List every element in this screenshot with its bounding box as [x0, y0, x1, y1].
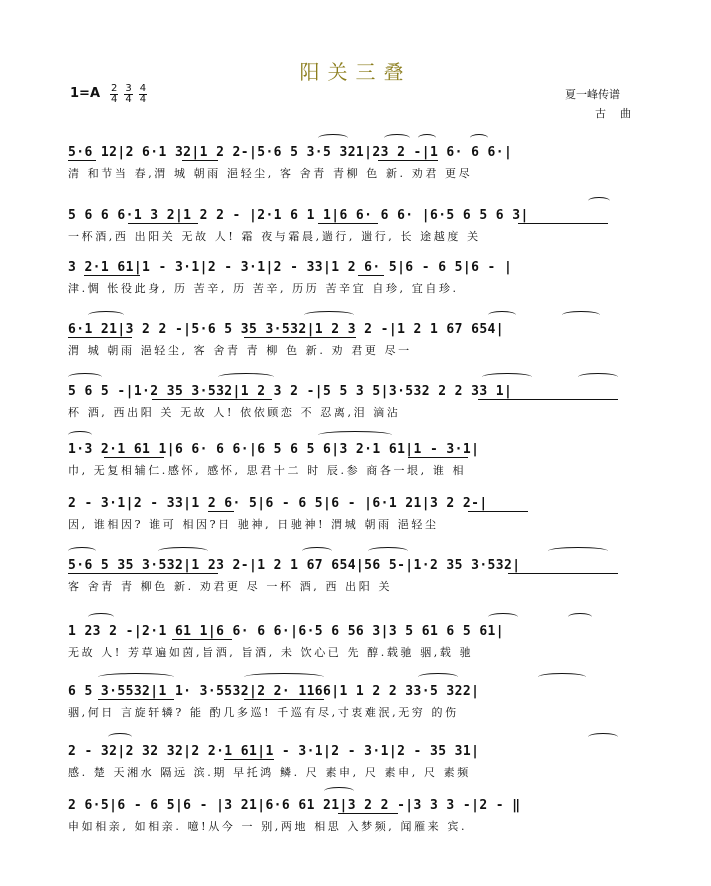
meter-denominator: 4: [125, 94, 132, 105]
score-system-11: [68, 742, 634, 792]
meter-numerator: 4: [139, 83, 147, 94]
beam-line: [518, 223, 608, 224]
meter-denominator: 4: [111, 94, 118, 105]
beam-line: [152, 399, 272, 400]
beam-line: [244, 337, 356, 338]
slur-mark: [68, 373, 102, 381]
slur-mark: [488, 613, 518, 621]
score-system-8: [68, 556, 634, 606]
slur-mark: [368, 547, 408, 555]
beam-line: [182, 160, 218, 161]
notation-line: 3 2·1 61|1 - 3·1|2 - 3·1|2 - 33|1 2 6· 5|6 - 6 5|6 - |: [68, 260, 513, 275]
meter-numerator: 2: [111, 83, 118, 94]
beam-line: [244, 699, 324, 700]
slur-mark: [384, 134, 410, 142]
beam-line: [508, 573, 618, 574]
slur-mark: [578, 373, 618, 381]
notation-line: 5·6 5 35 3·532|1 23 2-|1 2 1 67 654|56 5-|1·2 35 3·532|: [68, 558, 521, 573]
notation-line: 5 6 6 6·1 3 2|1 2 2 - |2·1 6 1 1|6 6· 6 6· |6·5 6 5 6 3|: [68, 208, 529, 223]
slur-mark: [304, 311, 354, 319]
notation-line: 6·1 21|3 2 2 -|5·6 5 35 3·532|1 2 3 2 -|1 2 1 67 654|: [68, 322, 505, 337]
lyric-line: 巾, 无复相辅仁.感怀, 感怀, 思君十二 时 辰.参 商各一垠, 谁 相: [68, 464, 467, 477]
lyric-line: 无故 人! 芳草遍如茵,旨酒, 旨酒, 未 饮心已 先 醇.载驰 骃,载 驰: [68, 646, 474, 659]
slur-mark: [302, 547, 332, 555]
slur-mark: [318, 431, 392, 439]
slur-mark: [98, 673, 174, 681]
slur-mark: [88, 311, 124, 319]
lyric-line: 申如相亲, 如相亲. 噫!从今 一 别,两地 相思 入梦频, 闻雁来 宾.: [68, 820, 468, 833]
beam-line: [172, 639, 232, 640]
notation-line: 1·3 2·1 61 1|6 6· 6 6·|6 5 6 5 6|3 2·1 61|1 - 3·1|: [68, 442, 480, 457]
beam-line: [318, 223, 378, 224]
beam-line: [68, 573, 218, 574]
slur-mark: [588, 197, 610, 205]
slur-mark: [588, 733, 618, 741]
score-system-6: [68, 440, 634, 490]
lyric-line: 因, 谁相因? 谁可 相因?日 驰神, 日驰神! 渭城 朝雨 浥轻尘: [68, 518, 439, 531]
notation-line: 2 - 3·1|2 - 33|1 2 6· 5|6 - 6 5|6 - |6·1 21|3 2 2-|: [68, 496, 488, 511]
score-system-3: [68, 258, 634, 308]
score-system-4: [68, 320, 634, 370]
beam-line: [478, 399, 618, 400]
genre-label: 古曲: [595, 107, 645, 120]
beam-line: [68, 337, 132, 338]
notation-line: 5 6 5 -|1·2 35 3·532|1 2 3 2 -|5 5 3 5|3·532 2 2 33 1|: [68, 384, 513, 399]
beam-line: [84, 275, 140, 276]
beam-line: [98, 699, 174, 700]
notation-line: 5·6 12|2 6·1 32|1 2 2-|5·6 5 3·5 321|23 2 -|1 6· 6 6·|: [68, 145, 513, 160]
score-system-12: [68, 796, 634, 846]
slur-mark: [218, 373, 274, 381]
slur-mark: [538, 673, 586, 681]
beam-line: [338, 813, 398, 814]
score-system-7: [68, 494, 634, 544]
score-system-9: [68, 622, 634, 672]
slur-mark: [488, 311, 516, 319]
transcriber-credit: 夏一峰传谱: [565, 88, 620, 101]
notation-line: 1 23 2 -|2·1 61 1|6 6· 6 6·|6·5 6 56 3|3 5 61 6 5 61|: [68, 624, 505, 639]
slur-mark: [324, 787, 354, 795]
slur-mark: [68, 547, 96, 555]
lyric-line: 渭 城 朝雨 浥轻尘, 客 舍青 青 柳 色 新. 劝 君更 尽一: [68, 344, 412, 357]
score-system-5: [68, 382, 634, 432]
beam-line: [128, 223, 198, 224]
notation-line: 2 6·5|6 - 6 5|6 - |3 21|6·6 61 21|3 2 2 -|3 3 3 -|2 - ‖: [68, 798, 521, 813]
slur-mark: [158, 547, 208, 555]
beam-line: [358, 275, 384, 276]
lyric-line: 感. 楚 天湘水 隔远 滨.期 早托鸿 鳞. 尺 素申, 尺 素申, 尺 素频: [68, 766, 471, 779]
slur-mark: [68, 431, 92, 439]
beam-line: [408, 457, 468, 458]
lyric-line: 杯 酒, 西出阳 关 无故 人! 依依顾恋 不 忍离,泪 滴沾: [68, 406, 401, 419]
slur-mark: [318, 134, 348, 142]
beam-line: [104, 457, 164, 458]
slur-mark: [108, 733, 132, 741]
notation-line: 6 5 3·5532|1 1· 3·5532|2 2· 1166|1 1 2 2 33·5 322|: [68, 684, 480, 699]
slur-mark: [482, 373, 532, 381]
score-system-2: [68, 206, 634, 256]
slur-mark: [418, 673, 458, 681]
beam-line: [68, 160, 96, 161]
lyric-line: 一杯酒,西 出阳关 无故 人! 霜 夜与霜晨,遄行, 遄行, 长 途越度 关: [68, 230, 481, 243]
slur-mark: [568, 613, 592, 621]
slur-mark: [418, 134, 436, 142]
beam-line: [378, 160, 438, 161]
key-signature: 1=A: [70, 86, 100, 101]
beam-line: [208, 511, 234, 512]
beam-line: [468, 511, 528, 512]
notation-line: 2 - 32|2 32 32|2 2·1 61|1 - 3·1|2 - 3·1|2 - 35 31|: [68, 744, 480, 759]
lyric-line: 客 舍青 青 柳色 新. 劝君更 尽 一杯 酒, 西 出阳 关: [68, 580, 393, 593]
slur-mark: [244, 673, 324, 681]
beam-line: [224, 759, 274, 760]
score-system-1: [68, 143, 634, 193]
slur-mark: [562, 311, 600, 319]
page-title: 阳关三叠: [299, 60, 412, 84]
lyric-line: 津.惆 怅役此身, 历 苦辛, 历 苦辛, 历历 苦辛宜 自珍, 宜自珍.: [68, 282, 459, 295]
meter-numerator: 3: [125, 83, 132, 94]
meter-denominator: 4: [139, 94, 147, 105]
lyric-line: 清 和节当 春,渭 城 朝雨 浥轻尘, 客 舍青 青柳 色 新. 劝君 更尽: [68, 167, 473, 180]
lyric-line: 骃,何日 言旋轩辚? 能 酌几多巡! 千巡有尽,寸衷难泯,无穷 的伤: [68, 706, 459, 719]
slur-mark: [470, 134, 488, 142]
slur-mark: [548, 547, 608, 555]
score-system-10: [68, 682, 634, 732]
slur-mark: [88, 613, 114, 621]
